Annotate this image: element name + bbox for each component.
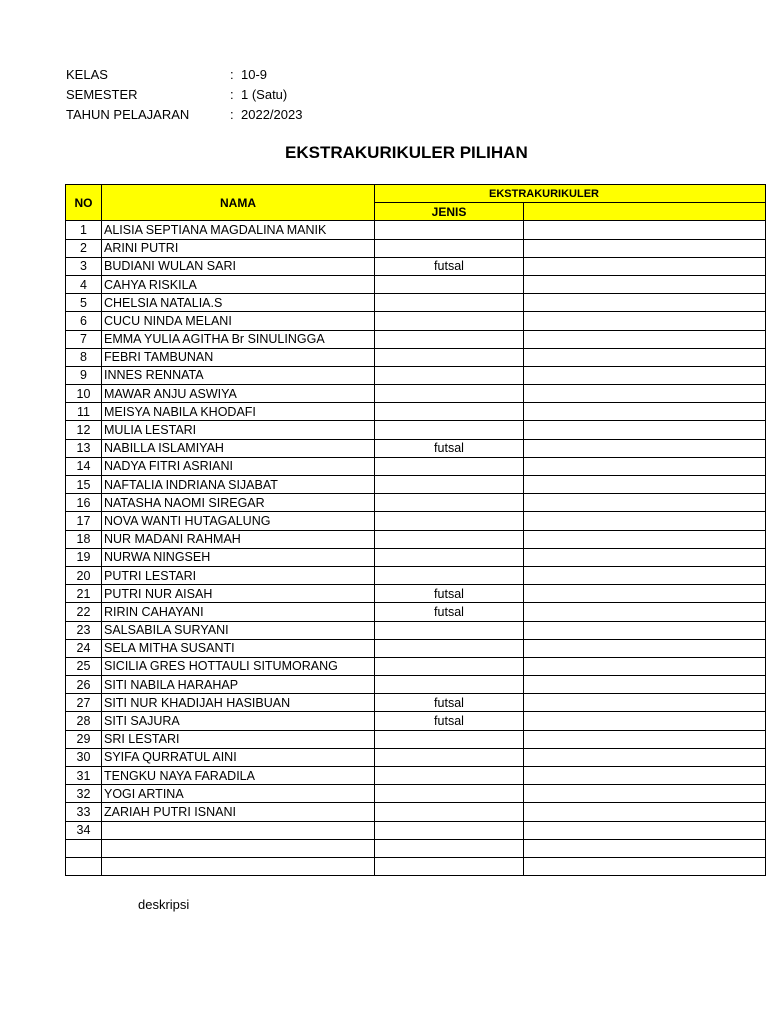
cell-blank[interactable] <box>524 312 766 330</box>
cell-jenis[interactable]: futsal <box>375 439 524 457</box>
cell-no[interactable]: 22 <box>66 603 102 621</box>
cell-blank[interactable] <box>524 603 766 621</box>
cell-blank[interactable] <box>524 494 766 512</box>
cell-jenis[interactable] <box>375 548 524 566</box>
cell-no[interactable]: 33 <box>66 803 102 821</box>
cell-nama[interactable]: EMMA YULIA AGITHA Br SINULINGGA <box>102 330 375 348</box>
cell-no[interactable]: 31 <box>66 767 102 785</box>
table-row <box>66 476 766 494</box>
cell-jenis[interactable] <box>375 294 524 312</box>
table-row <box>66 712 766 730</box>
cell-no[interactable] <box>66 839 102 857</box>
cell-nama[interactable] <box>102 839 375 857</box>
cell-jenis[interactable] <box>375 476 524 494</box>
header-no[interactable]: NO <box>66 185 102 221</box>
cell-blank[interactable] <box>524 839 766 857</box>
cell-jenis[interactable] <box>375 421 524 439</box>
info-value: 1 (Satu) <box>241 87 288 102</box>
cell-no[interactable]: 34 <box>66 821 102 839</box>
cell-no[interactable]: 4 <box>66 275 102 293</box>
table-row <box>66 530 766 548</box>
description-label: deskripsi <box>138 897 190 912</box>
cell-no[interactable]: 26 <box>66 676 102 694</box>
cell-nama[interactable]: ZARIAH PUTRI ISNANI <box>102 803 375 821</box>
cell-nama[interactable]: NAFTALIA INDRIANA SIJABAT <box>102 476 375 494</box>
table-row <box>66 385 766 403</box>
table-row <box>66 803 766 821</box>
cell-jenis[interactable] <box>375 566 524 584</box>
cell-nama[interactable]: CUCU NINDA MELANI <box>102 312 375 330</box>
cell-blank[interactable] <box>524 476 766 494</box>
cell-jenis[interactable] <box>375 366 524 384</box>
table-row <box>66 657 766 675</box>
cell-blank[interactable] <box>524 421 766 439</box>
info-colon: : <box>230 87 234 102</box>
cell-nama[interactable]: MAWAR ANJU ASWIYA <box>102 385 375 403</box>
cell-no[interactable]: 14 <box>66 457 102 475</box>
cell-jenis[interactable] <box>375 385 524 403</box>
cell-blank[interactable] <box>524 694 766 712</box>
cell-no[interactable]: 28 <box>66 712 102 730</box>
cell-nama[interactable]: NOVA WANTI HUTAGALUNG <box>102 512 375 530</box>
cell-blank[interactable] <box>524 785 766 803</box>
student-table <box>65 184 766 876</box>
cell-no[interactable]: 18 <box>66 530 102 548</box>
table-row <box>66 821 766 839</box>
cell-blank[interactable] <box>524 403 766 421</box>
cell-blank[interactable] <box>524 712 766 730</box>
cell-blank[interactable] <box>524 639 766 657</box>
cell-nama[interactable]: SITI NABILA HARAHAP <box>102 676 375 694</box>
cell-blank[interactable] <box>524 748 766 766</box>
cell-blank[interactable] <box>524 257 766 275</box>
cell-blank[interactable] <box>524 730 766 748</box>
header-jenis[interactable]: JENIS <box>375 203 524 221</box>
cell-no[interactable]: 8 <box>66 348 102 366</box>
cell-blank[interactable] <box>524 657 766 675</box>
cell-jenis[interactable] <box>375 312 524 330</box>
cell-no[interactable]: 29 <box>66 730 102 748</box>
cell-jenis[interactable] <box>375 275 524 293</box>
cell-nama[interactable]: PUTRI LESTARI <box>102 566 375 584</box>
cell-blank[interactable] <box>524 294 766 312</box>
cell-jenis[interactable] <box>375 494 524 512</box>
cell-jenis[interactable] <box>375 239 524 257</box>
cell-no[interactable]: 27 <box>66 694 102 712</box>
info-row-tahun <box>66 106 366 126</box>
table-row <box>66 403 766 421</box>
cell-nama[interactable]: TENGKU NAYA FARADILA <box>102 767 375 785</box>
cell-jenis[interactable] <box>375 785 524 803</box>
table-row <box>66 275 766 293</box>
header-nama[interactable]: NAMA <box>102 185 375 221</box>
header-ekstrakurikuler[interactable]: EKSTRAKURIKULER <box>375 185 766 203</box>
cell-no[interactable]: 25 <box>66 657 102 675</box>
table-row <box>66 439 766 457</box>
cell-no[interactable]: 9 <box>66 366 102 384</box>
header-blank[interactable] <box>524 203 766 221</box>
cell-jenis[interactable] <box>375 530 524 548</box>
table-row <box>66 621 766 639</box>
cell-no[interactable]: 30 <box>66 748 102 766</box>
info-colon: : <box>230 107 234 122</box>
cell-no[interactable]: 2 <box>66 239 102 257</box>
cell-jenis[interactable] <box>375 639 524 657</box>
table-row <box>66 839 766 857</box>
cell-jenis[interactable] <box>375 730 524 748</box>
cell-no[interactable]: 21 <box>66 585 102 603</box>
cell-jenis[interactable]: futsal <box>375 603 524 621</box>
cell-nama[interactable]: MEISYA NABILA KHODAFI <box>102 403 375 421</box>
cell-nama[interactable]: INNES RENNATA <box>102 366 375 384</box>
cell-blank[interactable] <box>524 548 766 566</box>
cell-nama[interactable]: CAHYA RISKILA <box>102 275 375 293</box>
cell-blank[interactable] <box>524 530 766 548</box>
cell-jenis[interactable]: futsal <box>375 257 524 275</box>
cell-no[interactable]: 10 <box>66 385 102 403</box>
cell-blank[interactable] <box>524 366 766 384</box>
cell-blank[interactable] <box>524 348 766 366</box>
cell-blank[interactable] <box>524 676 766 694</box>
cell-nama[interactable] <box>102 821 375 839</box>
cell-nama[interactable]: MULIA LESTARI <box>102 421 375 439</box>
table-row <box>66 348 766 366</box>
spreadsheet <box>65 184 599 876</box>
header-row <box>66 185 766 203</box>
table-row <box>66 239 766 257</box>
cell-blank[interactable] <box>524 275 766 293</box>
cell-no[interactable]: 1 <box>66 221 102 239</box>
cell-blank[interactable] <box>524 512 766 530</box>
cell-no[interactable]: 20 <box>66 566 102 584</box>
table-row <box>66 366 766 384</box>
cell-nama[interactable]: PUTRI NUR AISAH <box>102 585 375 603</box>
table-row <box>66 857 766 875</box>
cell-blank[interactable] <box>524 457 766 475</box>
cell-nama[interactable]: FEBRI TAMBUNAN <box>102 348 375 366</box>
table-row <box>66 312 766 330</box>
cell-jenis[interactable] <box>375 348 524 366</box>
cell-blank[interactable] <box>524 221 766 239</box>
cell-nama[interactable]: SITI SAJURA <box>102 712 375 730</box>
cell-jenis[interactable] <box>375 767 524 785</box>
cell-blank[interactable] <box>524 767 766 785</box>
cell-no[interactable]: 7 <box>66 330 102 348</box>
table-row <box>66 730 766 748</box>
cell-no[interactable]: 12 <box>66 421 102 439</box>
cell-jenis[interactable] <box>375 621 524 639</box>
cell-nama[interactable]: SICILIA GRES HOTTAULI SITUMORANG <box>102 657 375 675</box>
table-row <box>66 676 766 694</box>
page-title: EKSTRAKURIKULER PILIHAN <box>285 143 528 162</box>
cell-jenis[interactable]: futsal <box>375 694 524 712</box>
info-row-semester <box>66 86 366 106</box>
cell-no[interactable]: 23 <box>66 621 102 639</box>
info-colon: : <box>230 67 234 82</box>
cell-jenis[interactable] <box>375 657 524 675</box>
info-label: SEMESTER <box>66 87 138 102</box>
cell-nama[interactable]: ALISIA SEPTIANA MAGDALINA MANIK <box>102 221 375 239</box>
cell-nama[interactable]: YOGI ARTINA <box>102 785 375 803</box>
cell-blank[interactable] <box>524 239 766 257</box>
table-row <box>66 694 766 712</box>
table-row <box>66 257 766 275</box>
cell-jenis[interactable] <box>375 839 524 857</box>
cell-blank[interactable] <box>524 621 766 639</box>
class-info <box>66 66 366 126</box>
table-row <box>66 421 766 439</box>
cell-jenis[interactable] <box>375 803 524 821</box>
cell-jenis[interactable] <box>375 330 524 348</box>
cell-jenis[interactable] <box>375 676 524 694</box>
cell-blank[interactable] <box>524 330 766 348</box>
cell-nama[interactable]: BUDIANI WULAN SARI <box>102 257 375 275</box>
cell-nama[interactable]: SITI NUR KHADIJAH HASIBUAN <box>102 694 375 712</box>
table-row <box>66 566 766 584</box>
cell-blank[interactable] <box>524 385 766 403</box>
cell-no[interactable]: 5 <box>66 294 102 312</box>
cell-blank[interactable] <box>524 585 766 603</box>
cell-nama[interactable]: SALSABILA SURYANI <box>102 621 375 639</box>
table-row <box>66 330 766 348</box>
cell-nama[interactable]: NATASHA NAOMI SIREGAR <box>102 494 375 512</box>
info-row-kelas <box>66 66 366 86</box>
cell-nama[interactable]: NUR MADANI RAHMAH <box>102 530 375 548</box>
table-row <box>66 512 766 530</box>
cell-no[interactable]: 16 <box>66 494 102 512</box>
table-row <box>66 603 766 621</box>
table-row <box>66 457 766 475</box>
table-row <box>66 748 766 766</box>
info-value: 10-9 <box>241 67 268 82</box>
cell-jenis[interactable] <box>375 857 524 875</box>
cell-no[interactable]: 19 <box>66 548 102 566</box>
cell-nama[interactable]: RIRIN CAHAYANI <box>102 603 375 621</box>
cell-blank[interactable] <box>524 439 766 457</box>
table-row <box>66 494 766 512</box>
cell-jenis[interactable] <box>375 821 524 839</box>
table-row <box>66 221 766 239</box>
cell-no[interactable] <box>66 857 102 875</box>
cell-no[interactable]: 13 <box>66 439 102 457</box>
table-row <box>66 639 766 657</box>
cell-blank[interactable] <box>524 566 766 584</box>
cell-jenis[interactable] <box>375 748 524 766</box>
cell-nama[interactable]: SYIFA QURRATUL AINI <box>102 748 375 766</box>
cell-no[interactable]: 3 <box>66 257 102 275</box>
cell-no[interactable]: 24 <box>66 639 102 657</box>
cell-blank[interactable] <box>524 821 766 839</box>
cell-no[interactable]: 15 <box>66 476 102 494</box>
cell-blank[interactable] <box>524 857 766 875</box>
table-row <box>66 785 766 803</box>
cell-nama[interactable]: CHELSIA NATALIA.S <box>102 294 375 312</box>
cell-no[interactable]: 32 <box>66 785 102 803</box>
cell-no[interactable]: 11 <box>66 403 102 421</box>
cell-jenis[interactable] <box>375 403 524 421</box>
cell-nama[interactable]: NABILLA ISLAMIYAH <box>102 439 375 457</box>
cell-nama[interactable]: NADYA FITRI ASRIANI <box>102 457 375 475</box>
cell-no[interactable]: 6 <box>66 312 102 330</box>
cell-no[interactable]: 17 <box>66 512 102 530</box>
cell-jenis[interactable] <box>375 221 524 239</box>
info-value: 2022/2023 <box>241 107 303 122</box>
cell-jenis[interactable] <box>375 512 524 530</box>
cell-jenis[interactable]: futsal <box>375 585 524 603</box>
cell-nama[interactable]: ARINI PUTRI <box>102 239 375 257</box>
info-label: KELAS <box>66 67 108 82</box>
table-row <box>66 294 766 312</box>
cell-nama[interactable] <box>102 857 375 875</box>
cell-blank[interactable] <box>524 803 766 821</box>
cell-nama[interactable]: SRI LESTARI <box>102 730 375 748</box>
table-row <box>66 767 766 785</box>
cell-nama[interactable]: NURWA NINGSEH <box>102 548 375 566</box>
cell-jenis[interactable] <box>375 457 524 475</box>
cell-nama[interactable]: SELA MITHA SUSANTI <box>102 639 375 657</box>
table-row <box>66 585 766 603</box>
info-label: TAHUN PELAJARAN <box>66 107 190 122</box>
table-row <box>66 548 766 566</box>
cell-jenis[interactable]: futsal <box>375 712 524 730</box>
